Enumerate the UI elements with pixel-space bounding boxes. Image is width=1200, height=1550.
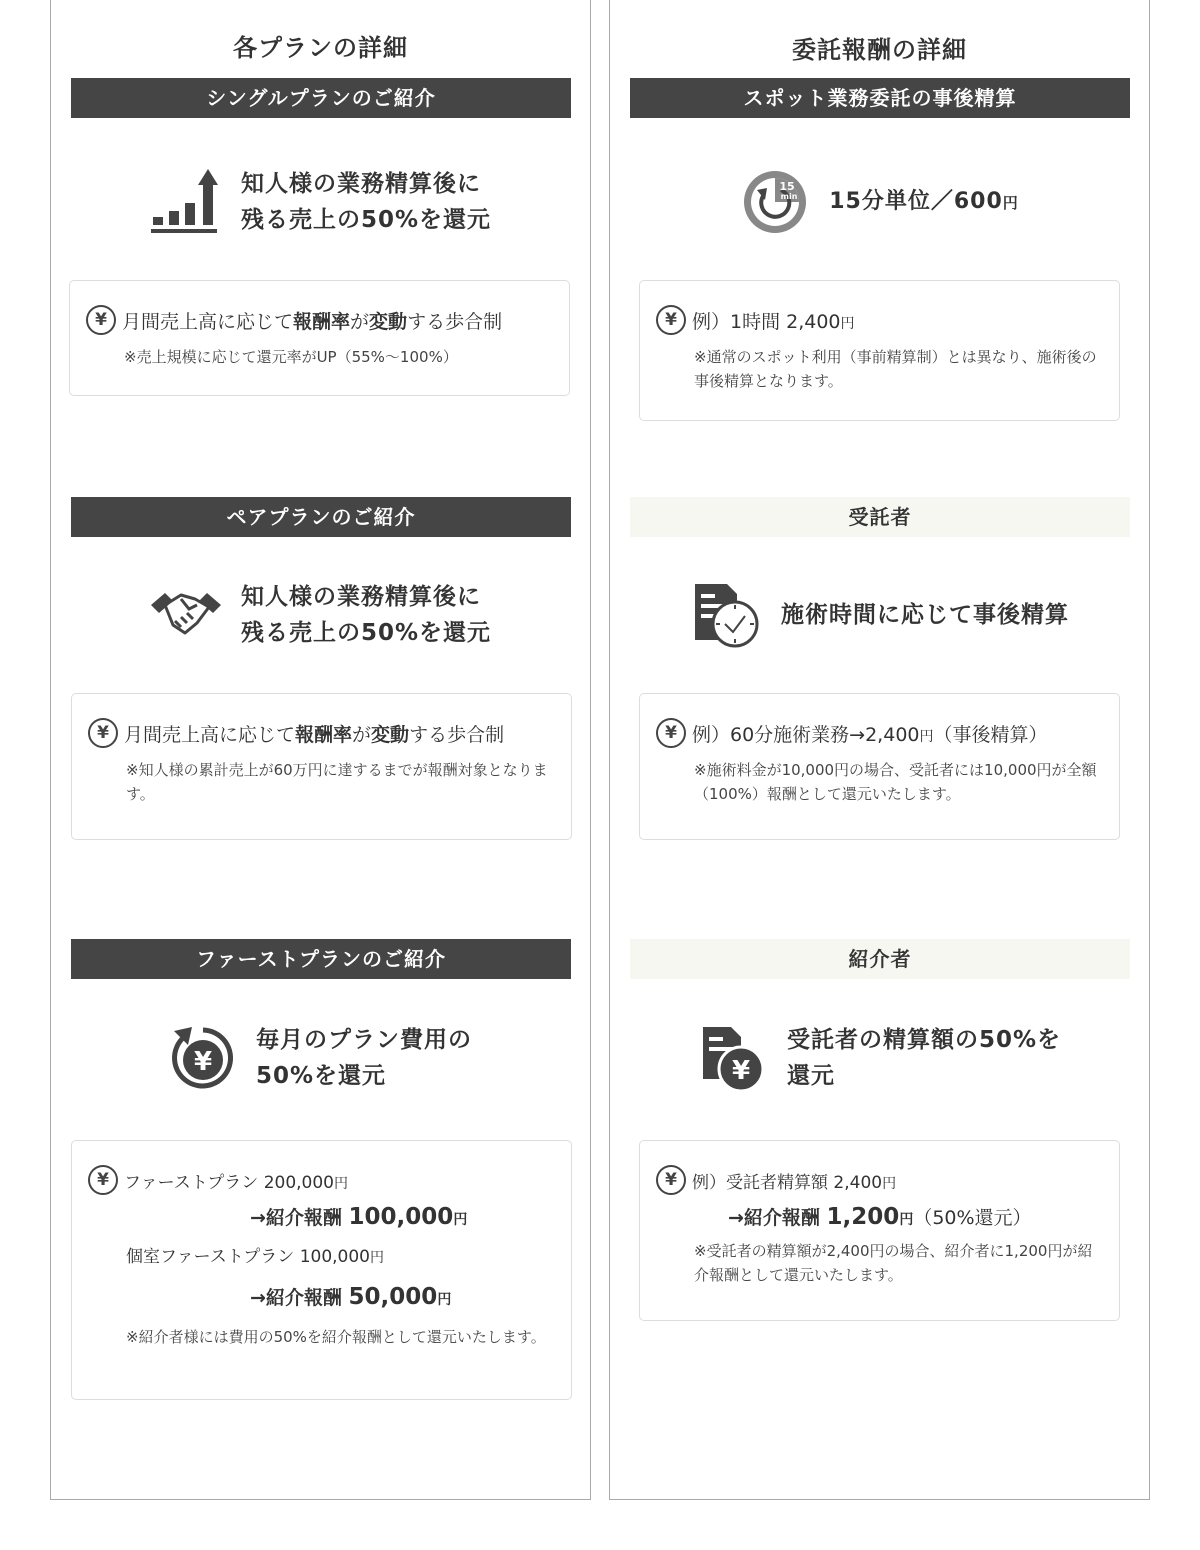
introducer-reward [728, 1197, 1101, 1237]
document-yen-glyph: ¥ [731, 1056, 751, 1086]
commission-details-title: 委託報酬の詳細 [792, 36, 967, 64]
plan-details-title: 各プランの詳細 [233, 34, 408, 62]
introducer-feature [630, 1018, 1130, 1098]
spot-example: 例）1時間 2,400 [692, 310, 841, 333]
first-item1-reward-value: 100,000 [348, 1204, 454, 1230]
first-item1-label: ファーストプラン 200,000 [124, 1172, 335, 1193]
trustee-feature [630, 575, 1130, 655]
pair-feature-line1: 知人様の業務精算後に [240, 584, 481, 610]
introducer-example: 例）受託者精算額 2,400 [692, 1172, 883, 1193]
first-item1-reward-unit: 円 [453, 1212, 468, 1228]
yen-refund-glyph: ¥ [193, 1047, 213, 1077]
introducer-feature-line2: 還元 [786, 1063, 835, 1089]
pair-plan-header: ペアプランのご紹介 [71, 497, 571, 537]
first-item1-unit: 円 [334, 1175, 349, 1192]
introducer-reward-value: 1,200 [826, 1204, 900, 1230]
trustee-example-a: 例）60分施術業務→2,400 [692, 723, 920, 746]
first-item2-reward [250, 1277, 553, 1317]
single-box-text-c: が [350, 310, 370, 333]
single-box-text-d: 変動 [369, 310, 408, 333]
introducer-box [639, 1140, 1120, 1321]
growth-chart-icon [151, 167, 221, 237]
pair-plan-feature [71, 575, 571, 655]
yen-icon: ¥ [88, 718, 118, 748]
spot-feature-unit: 円 [1002, 193, 1019, 212]
first-feature-line2: 50%を還元 [256, 1063, 387, 1089]
first-item2-unit: 円 [370, 1250, 385, 1266]
yen-icon: ¥ [656, 718, 686, 748]
spot-feature [630, 162, 1130, 242]
first-item2-reward-unit: 円 [437, 1292, 452, 1308]
first-feature-line1: 毎月のプラン費用の [256, 1027, 472, 1053]
single-box-text-a: 月間売上高に応じて [122, 310, 294, 333]
trustee-header: 受託者 [630, 497, 1130, 537]
single-plan-box [69, 280, 570, 396]
first-plan-header: ファーストプランのご紹介 [71, 939, 571, 979]
pair-box-text-d: 変動 [371, 723, 410, 746]
stopwatch-min-glyph: min [780, 192, 798, 201]
first-plan-note: ※紹介者様には費用の50%を紹介報酬として還元いたします。 [126, 1328, 546, 1346]
plan-details-column [50, 0, 591, 1500]
pair-box-text-e: する歩合制 [409, 723, 505, 746]
single-plan-feature [71, 162, 571, 242]
first-item2-arrow: →紹介報酬 [250, 1287, 349, 1309]
yen-icon: ¥ [656, 305, 686, 335]
trustee-box [639, 693, 1120, 840]
single-plan-header: シングルプランのご紹介 [71, 78, 571, 118]
trustee-note: ※施術料金が10,000円の場合、受託者には10,000円が全額（100%）報酬として還元いたします。 [694, 761, 1097, 803]
yen-icon: ¥ [88, 1165, 118, 1195]
first-item2 [126, 1237, 553, 1277]
yen-icon: ¥ [86, 305, 116, 335]
trustee-example-b: （事後精算） [933, 723, 1048, 746]
introducer-feature-line1: 受託者の精算額の50%を [786, 1027, 1062, 1053]
pair-box-text-a: 月間売上高に応じて [124, 723, 296, 746]
first-plan-feature [71, 1018, 571, 1098]
spot-box [639, 280, 1120, 421]
single-box-text-e: する歩合制 [407, 310, 503, 333]
first-item2-label: 個室ファーストプラン 100,000 [126, 1247, 371, 1267]
pair-box-text-b: 報酬率 [295, 723, 353, 746]
document-yen-icon [699, 1023, 767, 1093]
introducer-example-unit: 円 [882, 1175, 897, 1192]
introducer-note: ※受託者の精算額が2,400円の場合、紹介者に1,200円が紹介報酬として還元いたします。 [694, 1242, 1093, 1284]
single-feature-line1: 知人様の業務精算後に [240, 171, 481, 197]
introducer-arrow: →紹介報酬 [728, 1207, 827, 1229]
introducer-reward-suffix: （50%還元） [913, 1207, 1032, 1229]
single-plan-note: ※売上規模に応じて還元率がUP（55%～100%） [124, 348, 458, 366]
pair-plan-note: ※知人様の累計売上が60万円に達するまでが報酬対象となります。 [126, 761, 548, 803]
introducer-reward-unit: 円 [899, 1212, 914, 1228]
pair-plan-box [71, 693, 572, 840]
first-item2-reward-value: 50,000 [348, 1284, 438, 1310]
spot-note: ※通常のスポット利用（事前精算制）とは異なり、施術後の事後精算となります。 [694, 348, 1097, 390]
first-item1-reward [250, 1197, 553, 1237]
stopwatch-15-glyph: 15 [779, 180, 795, 193]
yen-refund-icon [170, 1025, 236, 1091]
spot-header: スポット業務委託の事後精算 [630, 78, 1130, 118]
trustee-example-unit: 円 [919, 728, 934, 745]
spot-example-unit: 円 [840, 315, 855, 332]
stopwatch-15min-icon [741, 168, 809, 236]
trustee-feature-text: 施術時間に応じて事後精算 [781, 602, 1069, 628]
spot-feature-main: 15分単位／600 [829, 188, 1003, 214]
pair-feature-line2: 残る売上の50%を還元 [240, 620, 492, 646]
single-feature-line2: 残る売上の50%を還元 [240, 207, 492, 233]
handshake-icon [151, 585, 221, 645]
document-clock-icon [691, 580, 761, 650]
pair-box-text-c: が [352, 723, 372, 746]
yen-icon: ¥ [656, 1165, 686, 1195]
commission-details-column [609, 0, 1150, 1500]
first-item1-arrow: →紹介報酬 [250, 1207, 349, 1229]
single-box-text-b: 報酬率 [293, 310, 351, 333]
first-plan-box [71, 1140, 572, 1400]
introducer-header: 紹介者 [630, 939, 1130, 979]
